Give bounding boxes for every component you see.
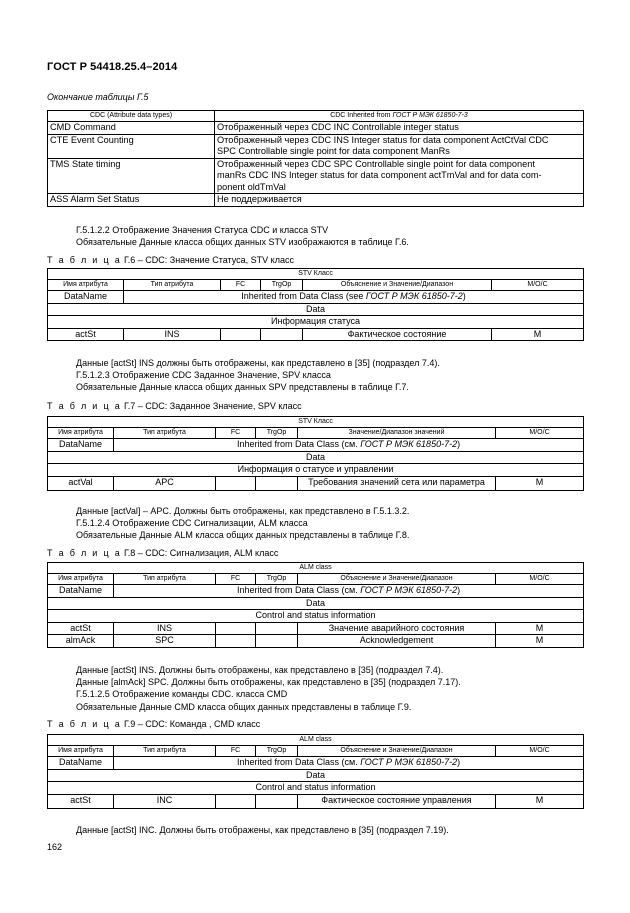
table-cell: INS xyxy=(114,622,216,635)
table-section: Информация статуса xyxy=(48,316,584,329)
table-cell: DataName xyxy=(48,439,114,452)
table-cell: Acknowledgement xyxy=(298,635,496,648)
table-cell xyxy=(256,622,298,635)
column-header: FC xyxy=(216,574,256,585)
table-cell xyxy=(216,476,256,490)
table-cell: DataName xyxy=(48,757,114,770)
table-cell: Отображенный через CDC INC Controllable integer status xyxy=(215,122,584,135)
column-header: M/O/C xyxy=(492,280,584,291)
table-title: STV Класс xyxy=(48,417,584,428)
table-cell: Data xyxy=(48,769,584,782)
page-number: 162 xyxy=(47,842,63,852)
table-caption: Т а б л и ц а Г.8 – CDC: Сигнализация, ALM класс xyxy=(47,548,279,558)
paragraph: Данные [almAck] SPC. Должны быть отображены, как представлено в [35] (подраздел 7.17). xyxy=(76,677,461,687)
column-header: Имя атрибута xyxy=(48,746,114,757)
paragraph: Данные [actVal] – APC. Должны быть отображены, как представлено в Г.5.1.3.2. xyxy=(76,506,410,516)
table-caption: Т а б л и ц а Г.7 – CDC: Заданное Значение, SPV класс xyxy=(47,401,302,411)
table-cell: DataName xyxy=(48,291,124,304)
table-continuation-label: Окончание таблицы Г.5 xyxy=(47,92,149,102)
table-cell xyxy=(256,635,298,648)
table-cell: CMD Command xyxy=(48,122,215,135)
table-cell: M xyxy=(492,328,584,341)
table-cell xyxy=(256,476,298,490)
table-cell: CTE Event Counting xyxy=(48,134,215,158)
table-section: Информация о статусе и управлении xyxy=(48,464,584,477)
paragraph: Обязательные Данные класса общих данных SPV представлены в таблице Г.7. xyxy=(76,382,409,392)
table-cell: Фактическое состояние управления xyxy=(298,794,496,808)
table-cell xyxy=(216,622,256,635)
table-header-cell: CDC Inherited from ГОСТ Р МЭК 61850-7-3 xyxy=(215,111,584,122)
column-header: Тип атрибута xyxy=(114,574,216,585)
table-cell: Отображенный через CDC SPC Controllable single point for data component manRs CDC INS Integer status for data component actTmVal and for data com- ponent oldTmVal xyxy=(215,158,584,194)
table-title: STV Класс xyxy=(48,269,584,280)
column-header: Объяснение и Значение/Диапазон xyxy=(303,280,492,291)
column-header: Значение/Диапазон значений xyxy=(298,428,496,439)
table-cell: M xyxy=(496,476,584,490)
table-g9 xyxy=(47,734,584,809)
table-cell: M xyxy=(496,635,584,648)
column-header: FC xyxy=(216,746,256,757)
table-g5 xyxy=(47,110,584,207)
paragraph: Обязательные Данные класса общих данных STV изображаются в таблице Г.6. xyxy=(76,237,409,247)
table-cell: Inherited from Data Class (see ГОСТ Р МЭК 61850-7-2) xyxy=(124,291,584,304)
column-header: Тип атрибута xyxy=(114,746,216,757)
paragraph: Г.5.1.2.2 Отображение Значения Статуса CDC и класса STV xyxy=(76,225,329,235)
table-cell: Значение аварийного состояния xyxy=(298,622,496,635)
table-cell: Фактическое состояние xyxy=(303,328,492,341)
table-cell: Требования значений сета или параметра xyxy=(298,476,496,490)
table-cell: Отображенный через CDC INS Integer status for data component ActCtVal CDC SPC Controllable single point for data component ManRs xyxy=(215,134,584,158)
table-cell: SPC xyxy=(114,635,216,648)
table-cell: Не поддерживается xyxy=(215,194,584,207)
table-cell: Data xyxy=(48,597,584,610)
table-cell: almAck xyxy=(48,635,114,648)
table-title: ALM class xyxy=(48,563,584,574)
table-caption: Т а б л и ц а Г.9 – CDC: Команда , CMD класс xyxy=(47,719,261,729)
paragraph: Данные [actSt] INC. Должны быть отображены, как представлено в [35] (подраздел 7.19). xyxy=(76,825,449,835)
paragraph: Обязательные Данные CMD класса общих данных представлены в таблице Г.9. xyxy=(76,702,412,712)
table-g6 xyxy=(47,268,584,341)
table-cell: DataName xyxy=(48,585,114,598)
column-header: Объяснение и Значение/Диапазон xyxy=(298,746,496,757)
table-section: Control and status information xyxy=(48,610,584,623)
table-cell xyxy=(261,328,303,341)
paragraph: Г.5.1.2.3 Отображение CDC Заданное Значение, SPV класса xyxy=(76,370,331,380)
table-cell: actVal xyxy=(48,476,114,490)
table-cell: INC xyxy=(114,794,216,808)
column-header: TrgOp xyxy=(256,574,298,585)
paragraph: Г.5.1.2.5 Отображение команды CDC. класса CMD xyxy=(76,689,288,699)
table-cell: Inherited from Data Class (см. ГОСТ Р МЭК 61850-7-2) xyxy=(114,439,584,452)
column-header: Имя атрибута xyxy=(48,280,124,291)
column-header: Объяснение и Значение/Диапазон xyxy=(298,574,496,585)
table-cell xyxy=(256,794,298,808)
paragraph: Данные [actSt] INS. Должны быть отображены, как представлено в [35] (подраздел 7.4). xyxy=(76,665,444,675)
table-caption: Т а б л и ц а Г.6 – CDC: Значение Статуса, STV класс xyxy=(47,255,294,265)
column-header: Имя атрибута xyxy=(48,574,114,585)
table-section: Control and status information xyxy=(48,782,584,795)
table-cell: actSt xyxy=(48,794,114,808)
column-header: Тип атрибута xyxy=(124,280,221,291)
paragraph: Г.5.1.2.4 Отображение CDC Сигнализации, ALM класса xyxy=(76,518,308,528)
table-cell: Data xyxy=(48,303,584,316)
table-cell: APC xyxy=(114,476,216,490)
table-cell: Data xyxy=(48,451,584,464)
column-header: M/O/C xyxy=(496,428,584,439)
column-header: TrgOp xyxy=(256,428,298,439)
table-cell: M xyxy=(496,794,584,808)
column-header: FC xyxy=(216,428,256,439)
table-cell: Inherited from Data Class (см. ГОСТ Р МЭК 61850-7-2) xyxy=(114,585,584,598)
document-header: ГОСТ Р 54418.25.4–2014 xyxy=(47,61,178,73)
column-header: FC xyxy=(221,280,261,291)
paragraph: Обязательные Данные ALM класса общих данных представлены в таблице Г.8. xyxy=(76,530,410,540)
table-cell: ASS Alarm Set Status xyxy=(48,194,215,207)
column-header: TrgOp xyxy=(256,746,298,757)
table-cell: M xyxy=(496,622,584,635)
table-cell: actSt xyxy=(48,328,124,341)
table-cell xyxy=(216,635,256,648)
paragraph: Данные [actSt] INS должны быть отображены, как представлено в [35] (подраздел 7.4). xyxy=(76,358,440,368)
column-header: Имя атрибута xyxy=(48,428,114,439)
table-title: ALM class xyxy=(48,735,584,746)
table-cell: INS xyxy=(124,328,221,341)
table-cell: Inherited from Data Class (см. ГОСТ Р МЭК 61850-7-2) xyxy=(114,757,584,770)
column-header: M/O/C xyxy=(496,746,584,757)
column-header: TrgOp xyxy=(261,280,303,291)
table-g8 xyxy=(47,562,584,648)
table-header-cell: CDC (Attribute data types) xyxy=(48,111,215,122)
table-cell: actSt xyxy=(48,622,114,635)
column-header: Тип атрибута xyxy=(114,428,216,439)
column-header: M/O/C xyxy=(496,574,584,585)
table-g7 xyxy=(47,416,584,491)
table-cell xyxy=(221,328,261,341)
table-cell xyxy=(216,794,256,808)
table-cell: TMS State timing xyxy=(48,158,215,194)
